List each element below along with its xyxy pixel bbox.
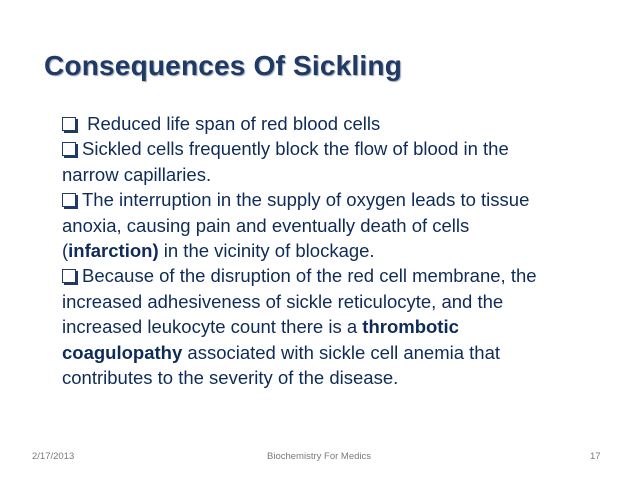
bullet-bold-term: thrombotic coagulopathy	[62, 316, 459, 363]
bullet-text: Reduced life span of red blood cells	[82, 113, 381, 134]
footer-date: 2/17/2013	[32, 451, 75, 462]
checkbox-bullet-icon	[62, 117, 76, 131]
footer-title: Biochemistry For Medics	[267, 451, 371, 462]
bullet-item	[62, 263, 562, 390]
bullet-bold-term: infarction)	[68, 240, 159, 262]
bullet-text: Sickled cells frequently block the flow of blood in the narrow capillaries.	[62, 138, 509, 185]
bullet-item	[62, 111, 562, 136]
bullet-text: associated with sickle cell anemia that contributes to the severity of the disease.	[62, 341, 500, 389]
checkbox-bullet-icon	[62, 269, 76, 283]
bullet-text: Because of the disruption of the red cell membrane, the increased adhesiveness of sickle reticulocyte, and the increased leukocyte count there is a	[62, 265, 537, 338]
bullet-item	[62, 187, 562, 263]
bullet-text: in the vicinity of blockage.	[158, 240, 375, 262]
bullet-text: The interruption in the supply of oxygen leads to tissue anoxia, causing pain and eventually death of cells (	[62, 189, 530, 262]
bullet-item	[62, 136, 562, 187]
footer-page-number: 17	[590, 451, 601, 462]
slide-title: Consequences Of Sickling	[44, 50, 402, 81]
checkbox-bullet-icon	[62, 193, 76, 207]
checkbox-bullet-icon	[62, 142, 76, 156]
bullet-list	[62, 111, 562, 390]
